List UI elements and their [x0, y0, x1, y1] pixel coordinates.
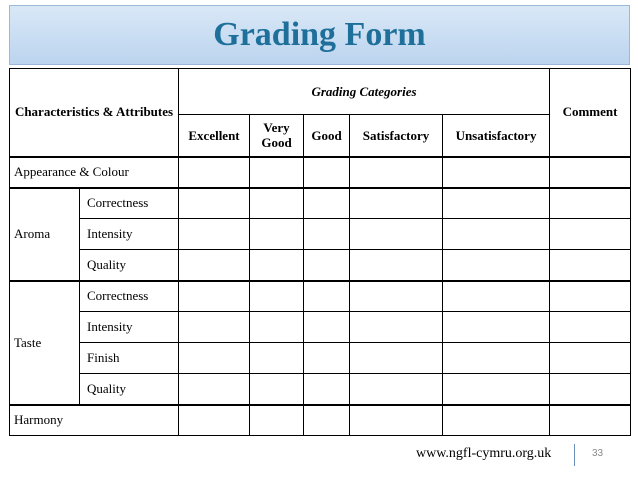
grade-cell[interactable] — [179, 374, 250, 405]
grading-table — [9, 68, 631, 436]
taste-sub-label: Finish — [80, 343, 179, 374]
grade-cell[interactable] — [350, 343, 443, 374]
grade-cell[interactable] — [179, 405, 250, 436]
aroma-sub-label: Correctness — [80, 188, 179, 219]
grade-cell[interactable] — [443, 157, 550, 188]
harmony-label: Harmony — [10, 405, 179, 436]
comment-cell[interactable] — [550, 157, 631, 188]
grade-cell[interactable] — [443, 374, 550, 405]
comment-cell[interactable] — [550, 281, 631, 312]
grade-cell[interactable] — [179, 250, 250, 281]
grade-cell[interactable] — [443, 281, 550, 312]
aroma-sub-label: Quality — [80, 250, 179, 281]
comment-cell[interactable] — [550, 405, 631, 436]
grade-cell[interactable] — [250, 157, 304, 188]
grade-cell[interactable] — [304, 405, 350, 436]
grading-categories-header: Grading Categories — [179, 69, 550, 115]
grade-cell[interactable] — [179, 312, 250, 343]
grade-cell[interactable] — [250, 281, 304, 312]
grade-cell[interactable] — [350, 250, 443, 281]
table-row — [10, 157, 631, 188]
taste-sub-label: Quality — [80, 374, 179, 405]
table-row — [10, 188, 631, 219]
grade-cell[interactable] — [250, 374, 304, 405]
aroma-sub-label: Intensity — [80, 219, 179, 250]
grade-cell[interactable] — [304, 188, 350, 219]
footer-divider — [574, 444, 575, 466]
grade-cell[interactable] — [443, 188, 550, 219]
comment-cell[interactable] — [550, 374, 631, 405]
grade-cell[interactable] — [350, 281, 443, 312]
grade-cell[interactable] — [443, 219, 550, 250]
category-good: Good — [304, 115, 350, 157]
grade-cell[interactable] — [250, 343, 304, 374]
category-very-good: Very Good — [250, 115, 304, 157]
appearance-label: Appearance & Colour — [10, 157, 179, 188]
table-row — [10, 405, 631, 436]
grade-cell[interactable] — [304, 312, 350, 343]
table-row — [10, 374, 631, 405]
taste-label: Taste — [10, 281, 80, 405]
category-satisfactory: Satisfactory — [350, 115, 443, 157]
grade-cell[interactable] — [304, 343, 350, 374]
grade-cell[interactable] — [179, 219, 250, 250]
grade-cell[interactable] — [304, 374, 350, 405]
grade-cell[interactable] — [350, 219, 443, 250]
taste-sub-label: Intensity — [80, 312, 179, 343]
grade-cell[interactable] — [350, 312, 443, 343]
grade-cell[interactable] — [304, 157, 350, 188]
grade-cell[interactable] — [179, 188, 250, 219]
comment-cell[interactable] — [550, 219, 631, 250]
grade-cell[interactable] — [350, 374, 443, 405]
comment-cell[interactable] — [550, 312, 631, 343]
title-banner — [9, 5, 630, 65]
grade-cell[interactable] — [443, 312, 550, 343]
grade-cell[interactable] — [304, 281, 350, 312]
aroma-label: Aroma — [10, 188, 80, 281]
grade-cell[interactable] — [250, 188, 304, 219]
grade-cell[interactable] — [443, 343, 550, 374]
grade-cell[interactable] — [250, 312, 304, 343]
grade-cell[interactable] — [350, 405, 443, 436]
grade-cell[interactable] — [179, 343, 250, 374]
grade-cell[interactable] — [304, 250, 350, 281]
table-row — [10, 281, 631, 312]
page-number: 33 — [592, 448, 604, 459]
comment-header: Comment — [550, 69, 631, 157]
grade-cell[interactable] — [250, 250, 304, 281]
comment-cell[interactable] — [550, 250, 631, 281]
grade-cell[interactable] — [350, 188, 443, 219]
grade-cell[interactable] — [443, 250, 550, 281]
grade-cell[interactable] — [250, 405, 304, 436]
grade-cell[interactable] — [304, 219, 350, 250]
table-row — [10, 219, 631, 250]
comment-cell[interactable] — [550, 343, 631, 374]
page-title: Grading Form — [213, 16, 426, 53]
table-row — [10, 343, 631, 374]
grade-cell[interactable] — [443, 405, 550, 436]
table-row — [10, 250, 631, 281]
table-row — [10, 312, 631, 343]
category-unsatisfactory: Unsatisfactory — [443, 115, 550, 157]
grade-cell[interactable] — [250, 219, 304, 250]
category-excellent: Excellent — [179, 115, 250, 157]
footer-url: www.ngfl-cymru.org.uk — [416, 446, 552, 461]
taste-sub-label: Correctness — [80, 281, 179, 312]
comment-cell[interactable] — [550, 188, 631, 219]
grade-cell[interactable] — [179, 157, 250, 188]
grade-cell[interactable] — [350, 157, 443, 188]
grade-cell[interactable] — [179, 281, 250, 312]
characteristics-header: Characteristics & Attributes — [10, 69, 179, 157]
